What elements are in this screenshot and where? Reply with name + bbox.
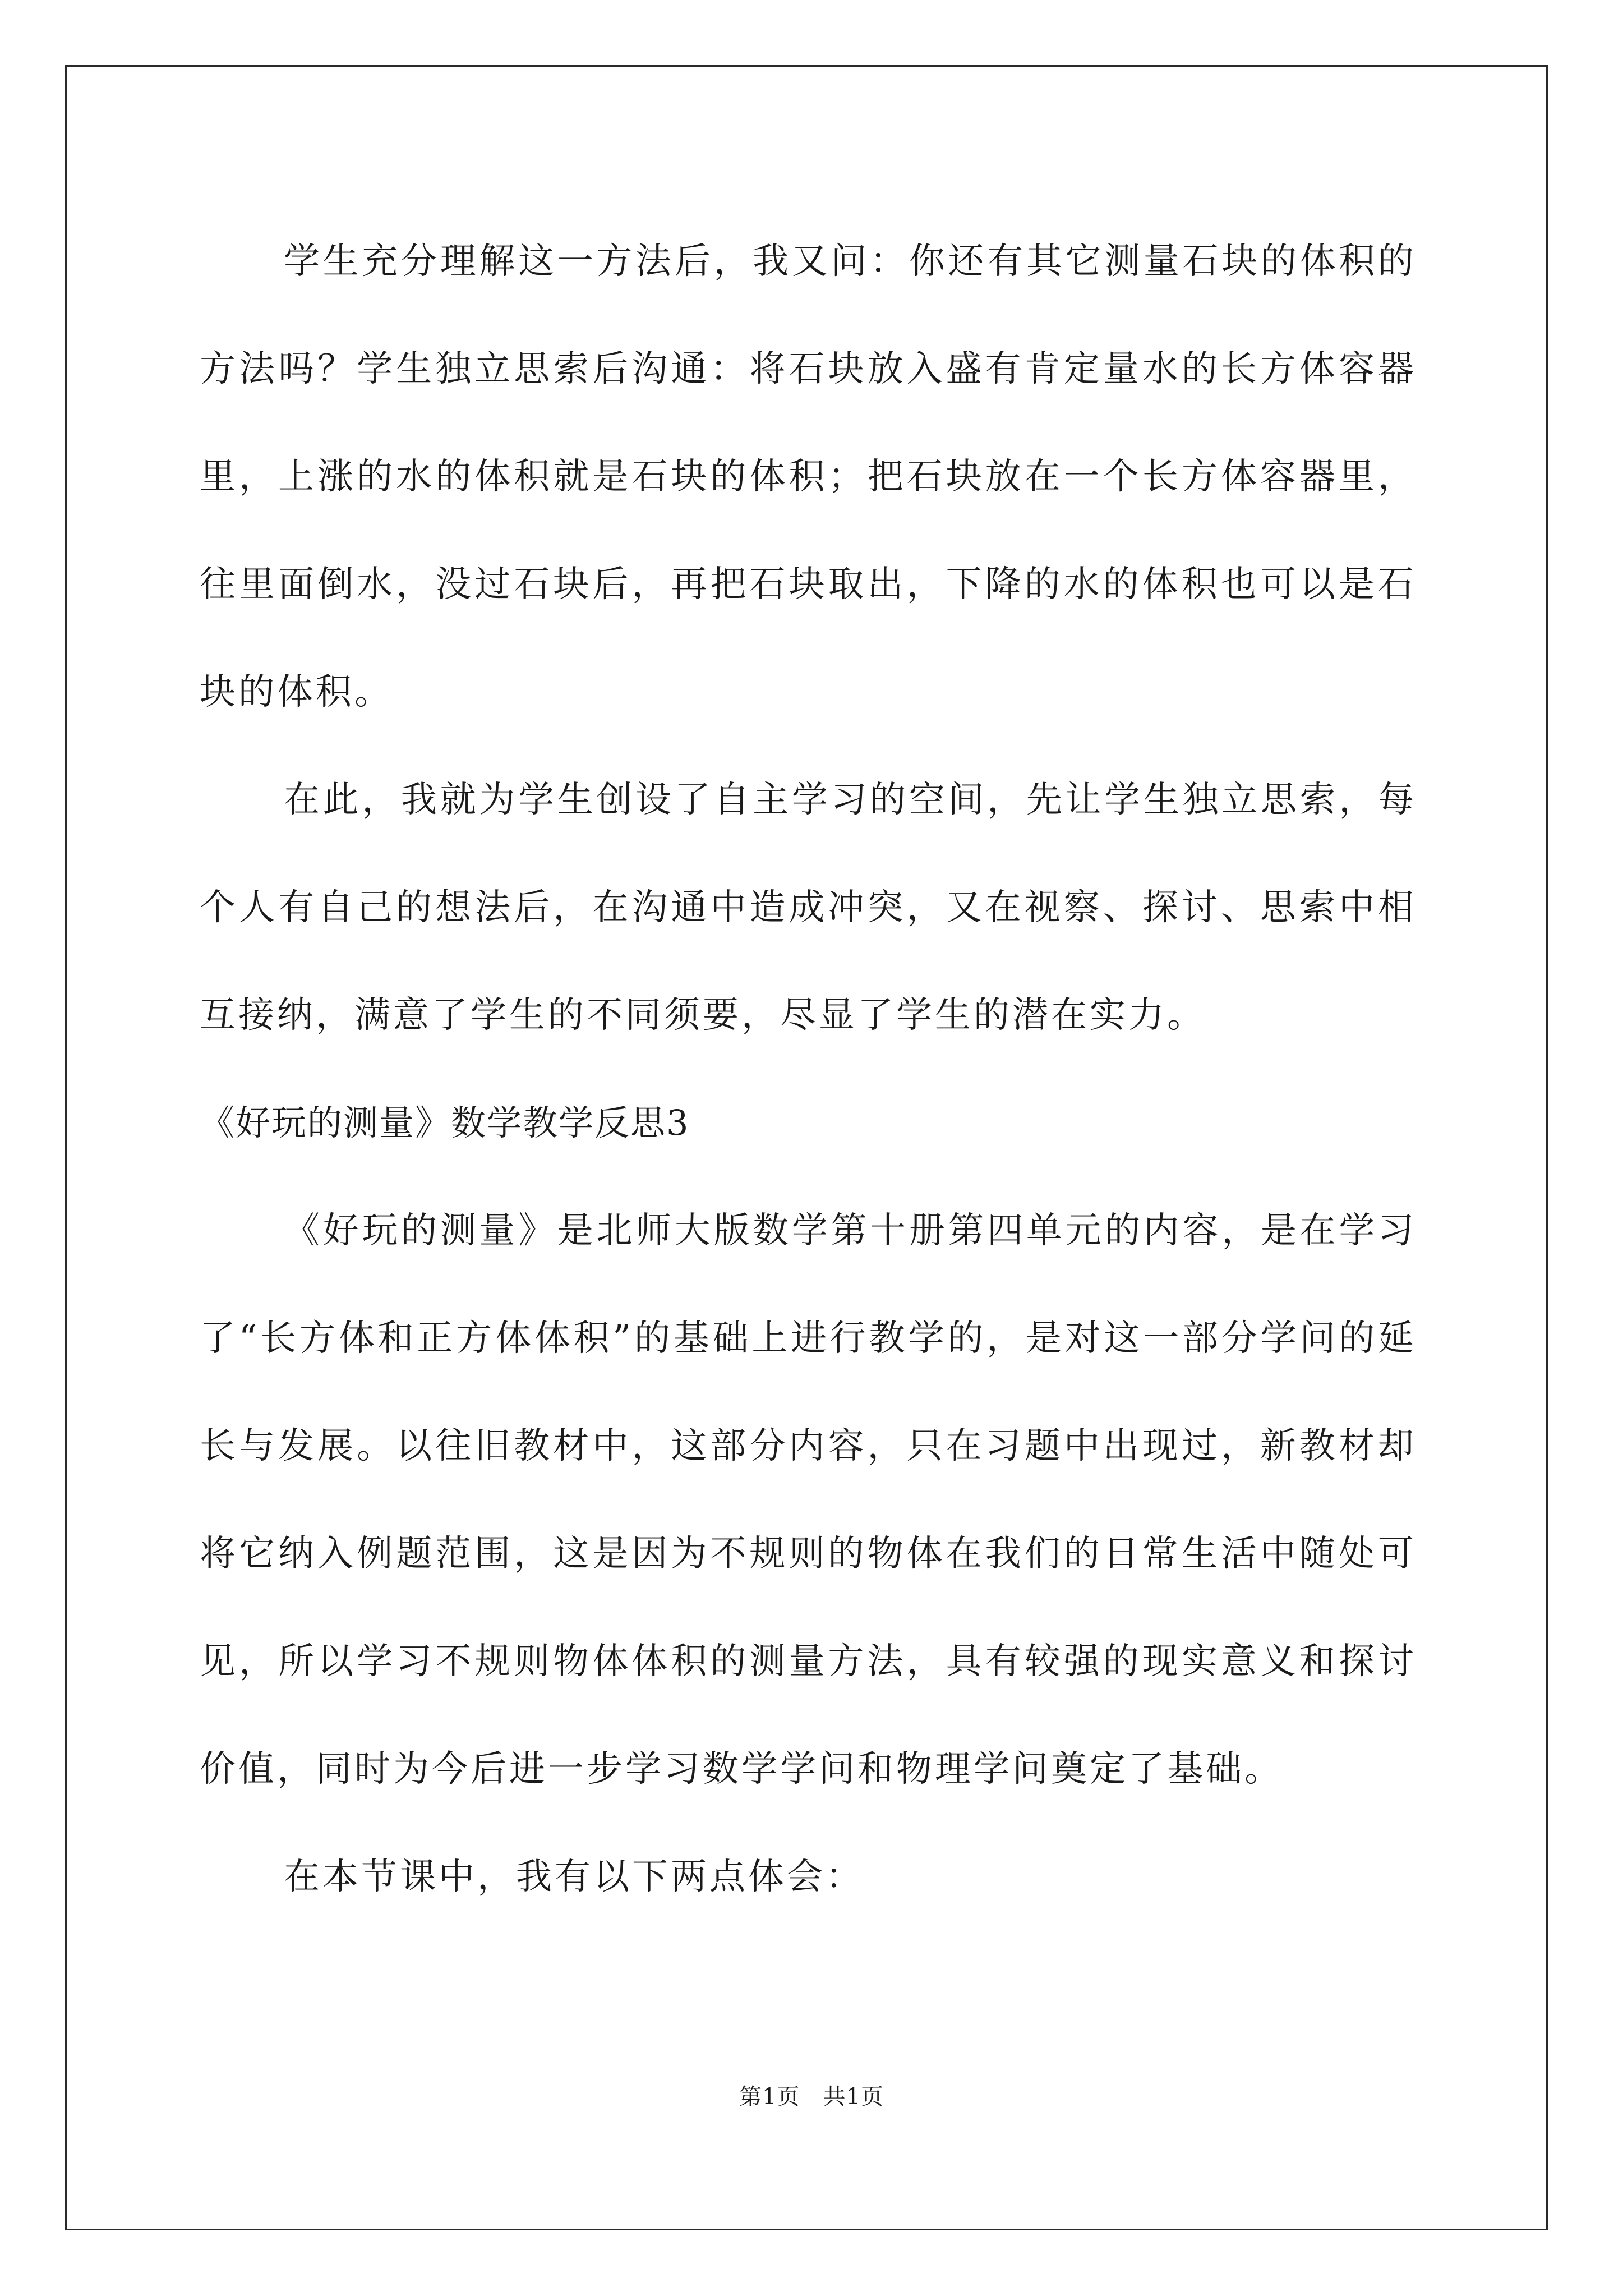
paragraph-self-learning: 在此，我就为学生创设了自主学习的空间，先让学生独立思索，每个人有自己的想法后，在沟通中造成冲突，又在视察、探讨、思索中相互接纳，满意了学生的不同须要，尽显了学生的潜在实力。 xyxy=(200,779,1417,1036)
document-body xyxy=(200,208,1417,1931)
section-heading: 《好玩的测量》数学教学反思3 xyxy=(200,1102,690,1143)
paragraph-measurement-methods: 学生充分理解这一方法后，我又问：你还有其它测量石块的体积的方法吗？学生独立思索后沟通：将石块放入盛有肯定量水的长方体容器里，上涨的水的体积就是石块的体积；把石块放在一个长方体容器里，往里面倒水，没过石块后，再把石块取出，下降的水的体积也可以是石块的体积。 xyxy=(200,241,1417,713)
paragraph-reflection-lead: 在本节课中，我有以下两点体会： xyxy=(284,1856,864,1898)
paragraph-lesson-intro: 《好玩的测量》是北师大版数学第十册第四单元的内容，是在学习了“长方体和正方体体积”的基础上进行教学的，是对这一部分学问的延长与发展。以往旧教材中，这部分内容，只在习题中出现过，新教材却将它纳入例题范围，这是因为不规则的物体在我们的日常生活中随处可见，所以学习不规则物体体积的测量方法，具有较强的现实意义和探讨价值，同时为今后进一步学习数学学问和物理学问奠定了基础。 xyxy=(200,1210,1417,1790)
page-number-footer: 第1页 共1页 xyxy=(739,2084,884,2110)
